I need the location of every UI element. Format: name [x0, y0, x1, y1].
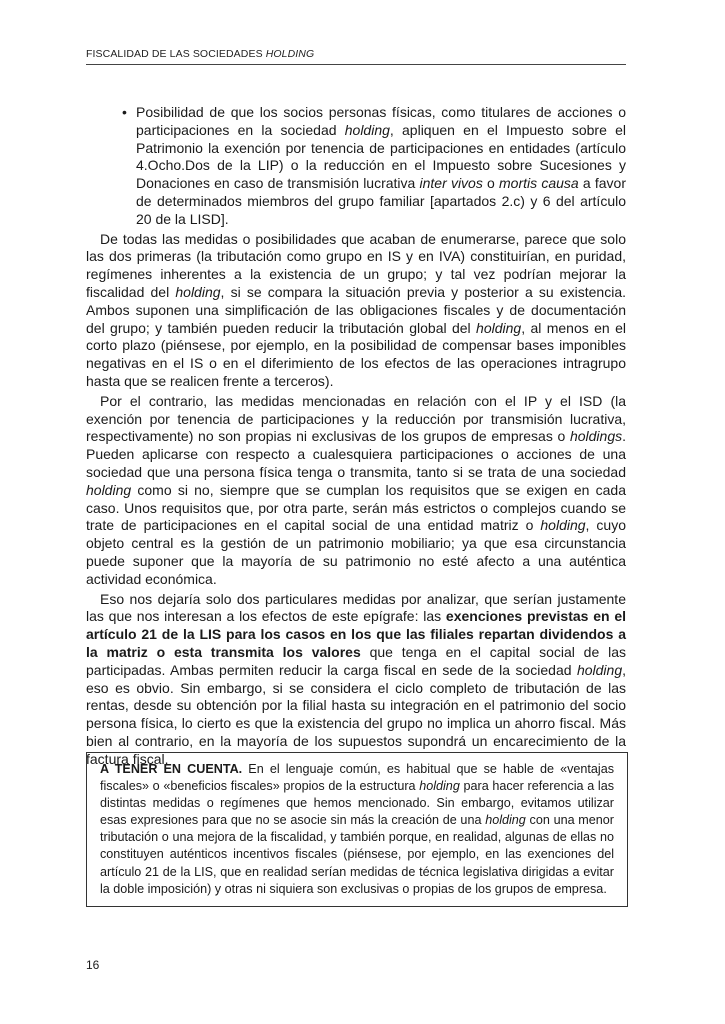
italic-run: holdings	[569, 428, 623, 445]
bold-run: exenciones previstas en el artículo 21 de la LIS para los casos en los que las filiales repartan dividendos a la matriz o esta transmita los valores	[86, 608, 626, 660]
text-run: a favor de determinados miembros del grupo familiar [apartados 2.c) y 6 del artículo 20 de la LISD].	[136, 175, 626, 227]
text-run: En el lenguaje común, es habitual que se hable de «ventajas fiscales» o «beneficios fiscales» propios de la estructura	[100, 762, 615, 794]
paragraph-1	[86, 231, 626, 391]
header-title: FISCALIDAD DE LAS SOCIEDADES	[86, 48, 266, 60]
text-run: , si se compara la situación previa y posterior a su existencia. Ambos suponen una simplificación de las obligaciones fiscales y de documentación del grupo; y también pueden reducir la tributación global del	[86, 283, 627, 336]
text-run: Posibilidad de que los socios personas físicas, como titulares de acciones o participaciones en la sociedad	[136, 104, 626, 138]
text-run: , cuyo objeto central es la gestión de un patrimonio mobiliario; ya que esa circunstancia puede suponer que la mayoría de su patrimonio no esté afecto a una auténtica actividad económica.	[86, 517, 627, 587]
italic-run: holding	[576, 661, 623, 678]
paragraph-2	[86, 393, 626, 589]
text-run: Por el contrario, las medidas mencionadas en relación con el IP y el ISD (la exención por tenencia de participaciones y la reducción por transmisión lucrativa, respectivamente) no son propias ni exclusivas de los grupos de empresas o	[86, 392, 626, 445]
italic-run: mortis causa	[499, 175, 579, 192]
text-run: , al menos en el corto plazo (piénsese, por ejemplo, en la posibilidad de compensar bases imponibles negativas en el IS o en el diferimiento de los efectos de las operaciones intragrupo hasta que se realicen frente a terceros).	[86, 319, 626, 389]
note-title: A TENER EN CUENTA.	[100, 762, 243, 776]
text-run: para hacer referencia a las distintas medidas o regímenes que hemos mencionado. Sin embargo, evitamos utilizar esas expresiones para que no se asocie sin más la creación de una	[100, 779, 614, 828]
text-run: . Pueden aplicarse con respecto a cualesquiera participaciones o acciones de una sociedad que una persona física tenga o transmita, tanto si se trata de una sociedad	[86, 428, 626, 480]
text-run: , apliquen en el Impuesto sobre el Patrimonio la exención por tenencia de participaciones en entidades (artículo 4.Ocho.Dos de la LIP) o la reducción en el Impuesto sobre Sucesiones y Donaciones en caso de transmisión lucrativa	[136, 121, 626, 192]
text-run: De todas las medidas o posibilidades que acaban de enumerarse, parece que solo las dos primeras (la tributación como grupo en IS y en IVA) constituirían, en puridad, regímenes inherentes a la existencia de un grupo; y tal vez podrían mejorar la fiscalidad del	[86, 230, 626, 300]
bullet-icon: •	[122, 104, 127, 120]
italic-run: holding	[540, 517, 586, 534]
italic-run: holding	[175, 283, 221, 300]
text-run: Eso nos dejaría solo dos particulares medidas por analizar, que serían justamente las que nos interesan a los efectos de este epígrafe: las	[86, 590, 626, 625]
running-header	[86, 48, 626, 60]
note-box	[86, 752, 628, 907]
page-number: 16	[86, 958, 100, 972]
italic-run: holding	[476, 319, 522, 336]
italic-run: holding	[485, 813, 526, 828]
header-divider	[86, 64, 626, 65]
bullet-item	[86, 104, 626, 229]
text-run: , eso es obvio. Sin embargo, si se considera el ciclo completo de tributación de las rentas, desde su obtención por la filial hasta su integración en el patrimonio del socio persona física, lo cierto es que la existencia del grupo no implica un ahorro fiscal. Más bien al contrario, en la mayoría de los supuestos supondrá un encarecimiento de la factura fiscal.	[86, 661, 626, 767]
text-run: o	[482, 175, 500, 192]
italic-run: holding	[419, 779, 460, 794]
text-run: como si no, siempre que se cumplan los requisitos que se exigen en cada caso. Unos requisitos que, por otra parte, serán más estrictos o complejos cuando se trate de participaciones en el capital social de una entidad matriz o	[86, 481, 626, 534]
text-run: con una menor tributación o una mejora de la fiscalidad, y también porque, en realidad, algunas de ellas no constituyen auténticos incentivos fiscales (piénsese, por ejemplo, en las exenciones del artículo 21 de la LIS, que en realidad serían medidas de técnica legislativa dirigidas a evitar la doble imposición) y otras ni siquiera son exclusivas o propias de los grupos de empresa.	[100, 813, 614, 896]
italic-run: holding	[86, 481, 132, 498]
italic-run: inter vivos	[419, 175, 483, 192]
header-title-italic: HOLDING	[265, 48, 315, 60]
paragraph-3	[86, 591, 626, 769]
body-text	[86, 104, 626, 770]
italic-run: holding	[344, 121, 390, 138]
text-run: que tenga en el capital social de las participadas. Ambas permiten reducir la carga fiscal en sede de la sociedad	[86, 643, 626, 678]
